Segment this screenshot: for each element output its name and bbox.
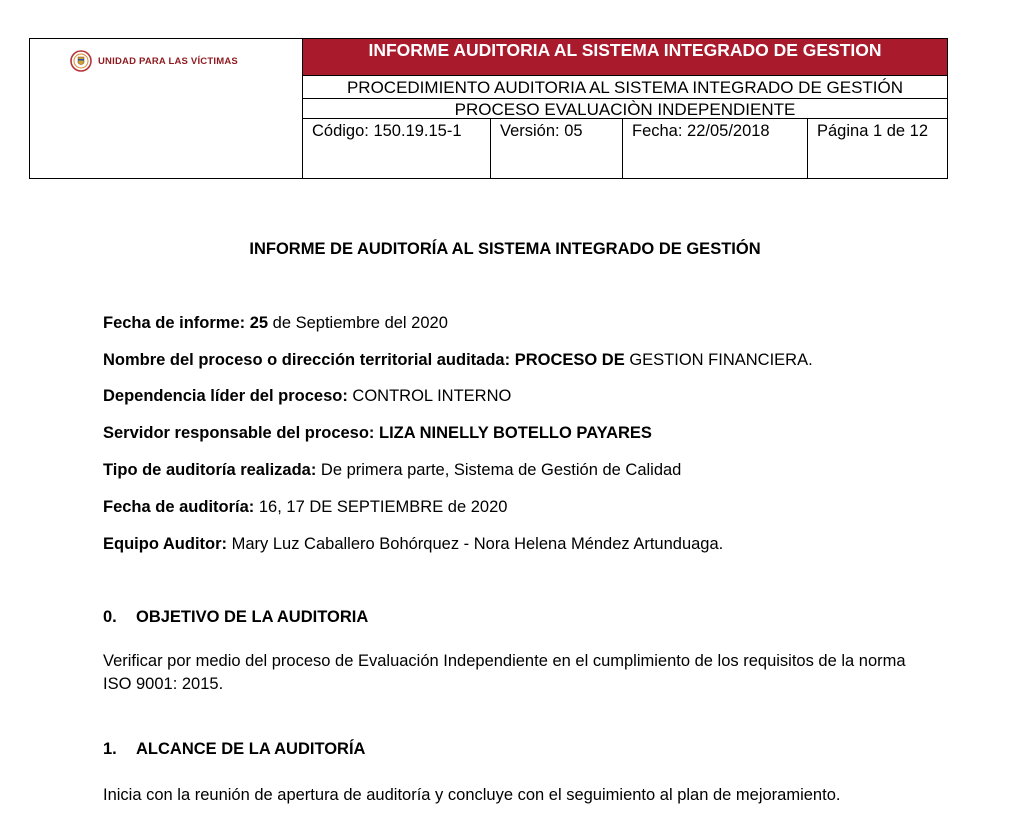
header-page: Página 1 de 12 — [817, 122, 929, 140]
header-process: PROCESO EVALUACIÒN INDEPENDIENTE — [303, 99, 947, 119]
header-procedure: PROCEDIMIENTO AUDITORIA AL SISTEMA INTEGRADO DE GESTIÓN — [303, 76, 947, 99]
logo — [70, 50, 238, 72]
coat-of-arms-icon — [70, 50, 92, 72]
process-name-field — [103, 351, 813, 370]
section-number: 0. — [103, 608, 117, 626]
report-date-label: Fecha de informe: — [103, 314, 246, 332]
section-heading-objective — [103, 608, 368, 627]
section-title: OBJETIVO DE LA AUDITORIA — [136, 608, 369, 626]
report-date-day: 25 — [249, 314, 269, 332]
header-date: Fecha: 22/05/2018 — [623, 119, 808, 178]
audit-type-field — [103, 461, 681, 480]
process-name-bold: PROCESO DE — [514, 351, 625, 369]
report-date-field — [103, 314, 448, 333]
header-code: Código: 150.19.15-1 — [303, 119, 491, 178]
audit-team-value: Mary Luz Caballero Bohórquez - Nora Helena Méndez Artunduaga. — [231, 535, 724, 553]
section-text-scope: Inicia con la reunión de apertura de auditoría y concluye con el seguimiento al plan de mejoramiento. — [103, 786, 841, 804]
section-number: 1. — [103, 740, 117, 758]
audit-team-field — [103, 535, 723, 554]
audit-team-label: Equipo Auditor: — [103, 535, 228, 553]
logo-cell — [30, 39, 303, 178]
lead-dependency-value: CONTROL INTERNO — [352, 387, 512, 405]
audit-date-label: Fecha de auditoría: — [103, 498, 255, 516]
lead-dependency-label: Dependencia líder del proceso: — [103, 387, 348, 405]
process-name-value: GESTION FINANCIERA. — [629, 351, 813, 369]
logo-text: UNIDAD PARA LAS VÍCTIMAS — [98, 55, 238, 67]
header-title: INFORME AUDITORIA AL SISTEMA INTEGRADO DE GESTION — [303, 39, 947, 76]
document-title: INFORME DE AUDITORÍA AL SISTEMA INTEGRADO DE GESTIÓN — [249, 240, 761, 258]
process-name-label: Nombre del proceso o dirección territorial auditada: — [103, 351, 511, 369]
section-text-objective: Verificar por medio del proceso de Evaluación Independiente en el cumplimiento de los requisitos de la norma ISO 9001: 2015. — [103, 652, 906, 693]
lead-dependency-field — [103, 387, 511, 406]
audit-date-field — [103, 498, 507, 517]
responsible-value: LIZA NINELLY BOTELLO PAYARES — [379, 424, 652, 442]
audit-date-value: 16, 17 DE SEPTIEMBRE de 2020 — [258, 498, 508, 516]
section-title: ALCANCE DE LA AUDITORÍA — [136, 740, 366, 758]
audit-type-value: De primera parte, Sistema de Gestión de Calidad — [320, 461, 682, 479]
section-heading-scope — [103, 740, 365, 759]
responsible-field — [103, 424, 652, 443]
responsible-label: Servidor responsable del proceso: — [103, 424, 375, 442]
header-version: Versión: 05 — [491, 119, 623, 178]
report-date-value: de Septiembre del 2020 — [272, 314, 448, 332]
audit-type-label: Tipo de auditoría realizada: — [103, 461, 317, 479]
document-header — [29, 38, 948, 179]
